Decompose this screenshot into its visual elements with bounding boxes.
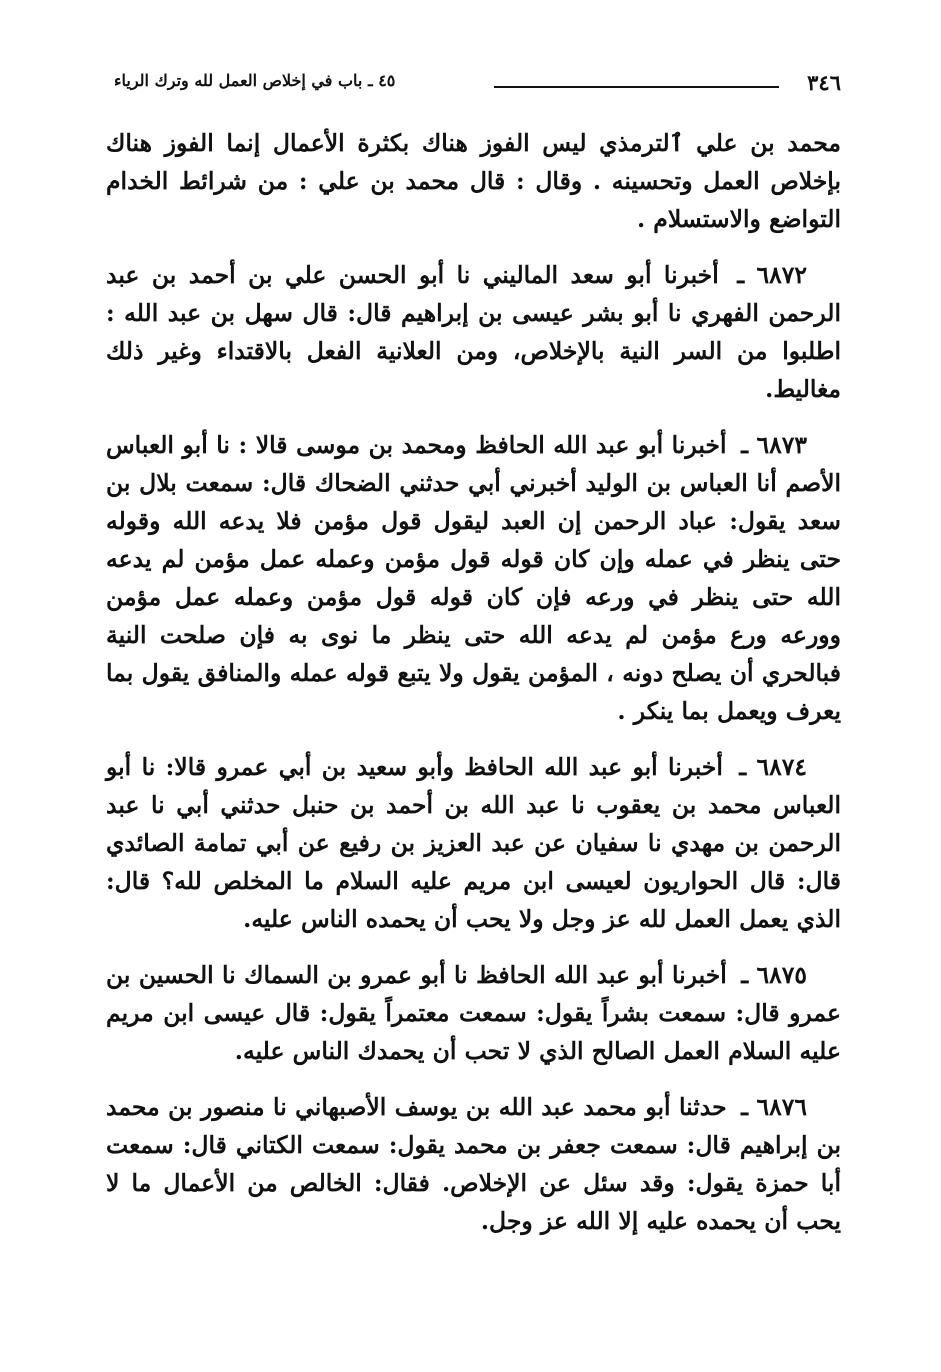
chapter-title: ٤٥ ـ باب في إخلاص العمل لله وترك الرياء (114, 71, 396, 90)
hadith-6876 (106, 1088, 841, 1240)
paragraph-text: أخبرنا أبو عبد الله الحافظ وأبو سعيد بن أبي عمرو قالا: نا أبو العباس محمد بن يعقوب نا عبد الله بن أحمد بن حنبل حدثني أبي نا عبد الرحمن بن مهدي نا سفيان عن عبد العزيز بن رفيع عن أبي تمامة الصائدي قال: قال الحواريون لعيسى ابن مريم عليه السلام ما المخلص لله؟ قال: الذي يعمل العمل لله عز وجل ولا يحب أن يحمده الناس عليه. (106, 753, 841, 933)
hadith-6874 (106, 748, 841, 938)
paragraph-continuation (106, 124, 841, 238)
hadith-number: ٦٨٧٣ ـ (741, 431, 807, 459)
hadith-6873 (106, 426, 841, 730)
hadith-number: ٦٨٧٥ ـ (741, 961, 807, 989)
paragraph-text: أخبرنا أبو عبد الله الحافظ ومحمد بن موسى قالا : نا أبو العباس الأصم أنا العباس بن الوليد أخبرني أبي حدثني الضحاك قال: سمعت بلال بن سعد يقول: عباد الرحمن إن العبد ليقول قول مؤمن فلا يدعه الله وقوله حتى ينظر في عمله وإن كان قوله قول مؤمن وعمله عمل مؤمن لم يدعه الله حتى ينظر في ورعه فإن كان قوله قول مؤمن وعمله عمل مؤمن وورعه ورع مؤمن لم يدعه الله حتى ينظر ما نوى به فإن صلحت النية فبالحري أن يصلح دونه ، المؤمن يقول ولا يتبع قوله عمله والمنافق يقول بما يعرف ويعمل بما ينكر . (106, 431, 841, 725)
paragraph-text: محمد بن علي ٱلترمذي ليس الفوز هناك بكثرة الأعمال إنما الفوز هناك بإخلاص العمل وتحسينه . وقال : قال محمد بن علي : من شرائط الخدام التواضع والاستسلام . (106, 129, 841, 233)
header-rule (494, 86, 779, 88)
paragraph-text: حدثنا أبو محمد عبد الله بن يوسف الأصبهاني نا منصور بن محمد بن إبراهيم قال: سمعت جعفر بن محمد يقول: سمعت الكتاني قال: سمعت أبا حمزة يقول: وقد سئل عن الإخلاص. فقال: الخالص من الأعمال ما لا يحب أن يحمده عليه إلا الله عز وجل. (106, 1093, 841, 1235)
page-number: ٣٤٦ (807, 70, 841, 95)
paragraph-text: أخبرنا أبو سعد الماليني نا أبو الحسن علي بن أحمد بن عبد الرحمن الفهري نا أبو بشر عيسى بن إبراهيم قال: قال سهل بن عبد الله : اطلبوا من السر النية بالإخلاص، ومن العلانية الفعل بالاقتداء وغير ذلك مغاليط. (106, 261, 841, 403)
hadith-number: ٦٨٧٢ ـ (737, 261, 807, 289)
hadith-6875 (106, 956, 841, 1070)
hadith-number: ٦٨٧٦ ـ (741, 1093, 807, 1121)
hadith-6872 (106, 256, 841, 408)
hadith-number: ٦٨٧٤ ـ (739, 753, 807, 781)
paragraph-text: أخبرنا أبو عبد الله الحافظ نا أبو عمرو بن السماك نا الحسين بن عمرو قال: سمعت بشراً يقول: سمعت معتمراً يقول: قال عيسى ابن مريم عليه السلام العمل الصالح الذي لا تحب أن يحمدك الناس عليه. (106, 961, 841, 1065)
page-header (106, 66, 841, 106)
page-body (106, 124, 841, 1240)
